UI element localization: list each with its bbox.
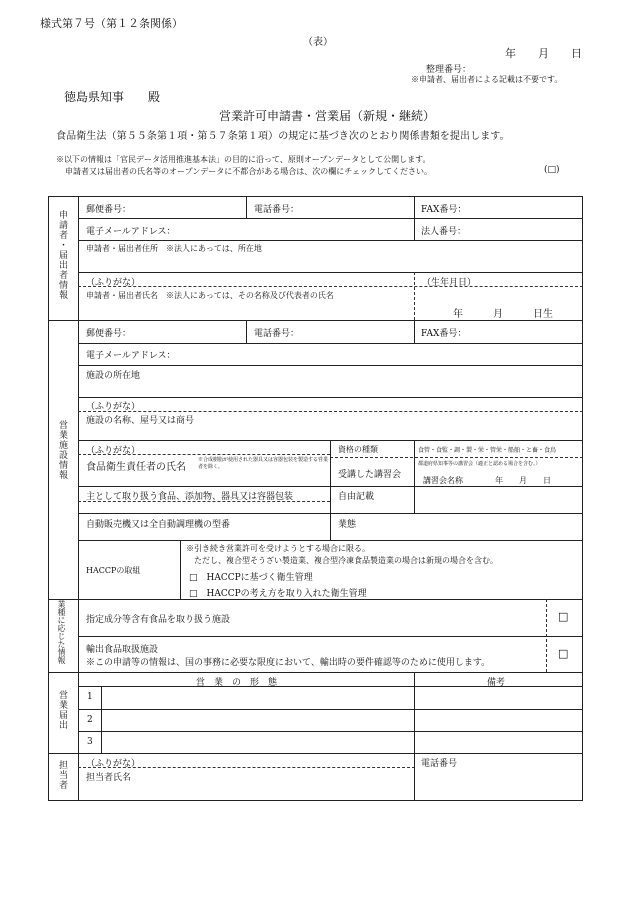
facility-furigana-label: （ふりがな）: [86, 402, 141, 412]
open-data-notice: ※以下の情報は「官民データ活用推進基本法」の目的に沿って、原則オープンデータとして公開します。: [56, 155, 431, 164]
industry-section-label: 業種に応じた情報: [57, 600, 66, 664]
designated-ingredient-facility: 指定成分等含有食品を取り扱う施設: [86, 615, 231, 625]
contact-name-field[interactable]: 担当者氏名: [86, 773, 132, 783]
contact-section-label: 担当者: [57, 760, 67, 790]
export-note: ※この申請等の情報は、国の事務に必要な限度において、輸出時の要件確認等のために使用します。: [86, 658, 491, 668]
designated-checkbox[interactable]: □: [558, 610, 569, 623]
applicant-postal-field[interactable]: 郵便番号：: [86, 205, 132, 215]
facility-postal-field[interactable]: 郵便番号：: [86, 329, 132, 339]
facility-name-field[interactable]: 施設の名称、屋号又は商号: [86, 416, 195, 426]
haccp-option-1[interactable]: □ HACCPに基づく衛生管理: [189, 573, 313, 583]
contact-furigana-label: （ふりがな）: [86, 759, 141, 769]
applicant-birth-label: （生年月日）: [422, 278, 477, 288]
open-data-checkbox[interactable]: (□): [544, 165, 560, 175]
applicant-phone-field[interactable]: 電話番号：: [254, 205, 300, 215]
qualification-type-label: 資格の種類: [338, 445, 378, 454]
facility-phone-field[interactable]: 電話番号：: [254, 329, 300, 339]
manager-note: ※合成樹脂が使用された器具又は容器包装を製造する営業者を除く。: [198, 457, 329, 470]
document-title: 営業許可申請書・営業届（新規・継続）: [219, 109, 436, 123]
qualification-options[interactable]: 食管・食監・調・製・栄・管栄・船舶・と畜・食鳥: [418, 447, 557, 454]
business-row-number: 1: [87, 692, 93, 702]
applicant-corp-number-field[interactable]: 法人番号：: [421, 227, 467, 237]
applicant-name-field[interactable]: 申請者・届出者氏名 ※法人にあっては、その名称及び代表者の氏名: [86, 291, 334, 300]
business-row-number: 2: [87, 715, 93, 725]
manager-name-field[interactable]: 食品衛生責任者の氏名: [86, 462, 186, 473]
remarks-header: 備考: [487, 678, 506, 688]
applicant-email-field[interactable]: 電子メールアドレス：: [86, 227, 176, 237]
haccp-note-1: ※引き続き営業許可を受けようとする場合に限る。: [186, 544, 370, 553]
course-name-field[interactable]: 講習会名称 年 月 日: [423, 476, 551, 485]
vending-machine-field[interactable]: 自動販売機又は全自動調理機の型番: [86, 520, 231, 530]
course-label: 受講した講習会: [338, 470, 402, 480]
business-notice-section-label: 営業届出: [57, 690, 67, 730]
business-row-number: 3: [87, 737, 93, 747]
applicant-birth-date[interactable]: 年 月 日生: [453, 309, 553, 320]
open-data-notice-2: 申請者又は届出者の氏名等のオープンデータに不都合がある場合は、次の欄にチェックしてください。: [65, 167, 433, 176]
applicant-address-field[interactable]: 申請者・届出者住所 ※法人にあっては、所在地: [86, 244, 262, 253]
facility-section-label: 営業施設情報: [57, 420, 67, 480]
applicant-section-label: 申請者・届出者情報: [57, 210, 67, 300]
page-side: （表）: [303, 37, 333, 48]
haccp-label: HACCPの取組: [86, 566, 141, 575]
free-text-field[interactable]: 自由記載: [338, 492, 375, 502]
main-foods-field[interactable]: 主として取り扱う食品、添加物、器具又は容器包装: [86, 492, 294, 502]
form-number: 様式第７号（第１２条関係）: [40, 17, 183, 30]
haccp-option-2[interactable]: □ HACCPの考え方を取り入れた衛生管理: [189, 589, 367, 599]
applicant-furigana-label: （ふりがな）: [86, 278, 141, 288]
addressee: 徳島県知事 殿: [64, 90, 161, 104]
haccp-note-2: ただし、複合型そうざい製造業、複合型冷凍食品製造業の場合は新規の場合を含む。: [194, 556, 498, 565]
facility-email-field[interactable]: 電子メールアドレス：: [86, 351, 176, 361]
submission-date: 年 月 日: [505, 47, 582, 60]
contact-phone-field[interactable]: 電話番号: [421, 759, 458, 769]
business-form-header: 営 業 の 形 態: [196, 678, 278, 688]
reference-number-label: 整理番号：: [426, 65, 472, 75]
export-facility: 輸出食品取扱施設: [86, 645, 159, 655]
facility-location-field[interactable]: 施設の所在地: [86, 371, 141, 381]
statement: 食品衛生法（第５５条第１項・第５７条第１項）の規定に基づき次のとおり関係書類を提出します。: [56, 131, 510, 142]
course-note: 都道府県知事等の講習会（適正と認める場合を含む。）: [418, 461, 541, 467]
applicant-fax-field[interactable]: FAX番号：: [421, 205, 467, 215]
export-checkbox[interactable]: □: [558, 647, 569, 660]
manager-furigana-label: （ふりがな）: [86, 446, 141, 456]
business-type-field[interactable]: 業態: [338, 520, 357, 530]
reference-note: ※申請者、届出者による記載は不要です。: [411, 75, 563, 84]
facility-fax-field[interactable]: FAX番号：: [421, 329, 467, 339]
